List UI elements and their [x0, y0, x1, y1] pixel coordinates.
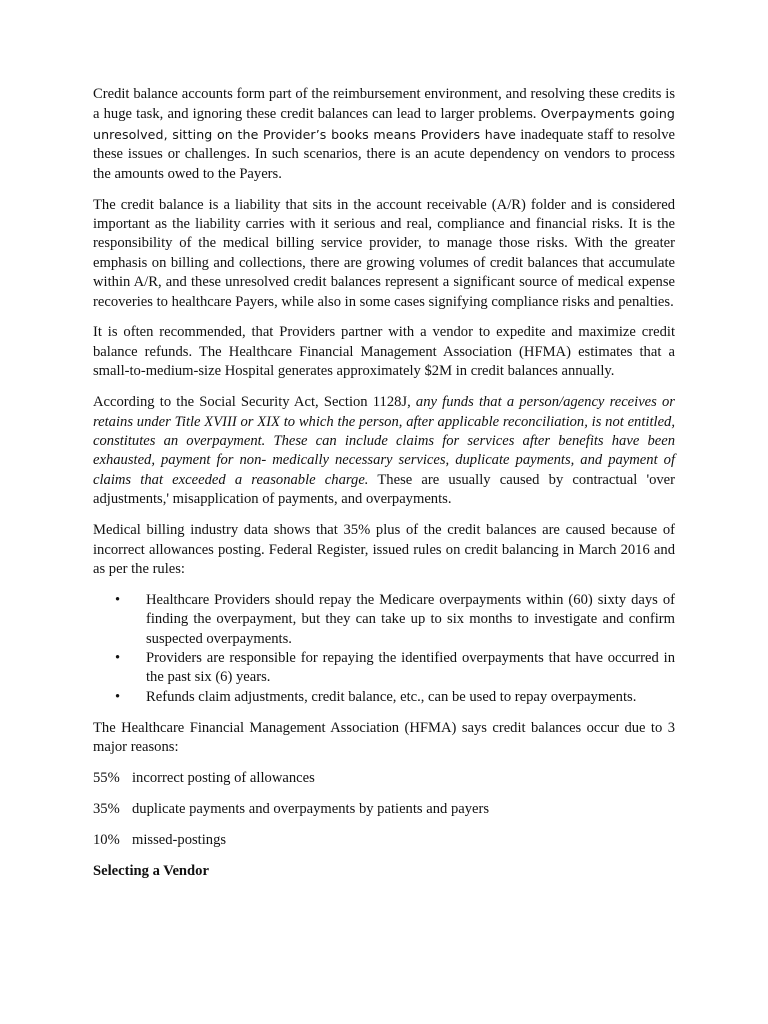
ssa-lead-text: According to the Social Security Act, Section 1128J,: [93, 394, 416, 411]
reason-row: [93, 831, 675, 850]
intro-text-part1: Credit balance accounts form part of the reimbursement environment, and resolving these credits is a huge task, and ignoring these credit balances can lead to larger problems.: [93, 86, 675, 123]
bullet-icon: •: [115, 650, 121, 667]
paragraph-vendor-partnership: It is often recommended, that Providers partner with a vendor to expedite and maximize credit balance refunds. The Healthcare Financial Management Association (HFMA) estimates that a small-to-medium-size Hospital generates approximately $2M in credit balances annually.: [93, 324, 675, 380]
ssa-quote-text: any funds that a person/agency receives or retains under Title XVIII or XIX to which the person, after applicable reconciliation, is not entitled, constitutes an overpayment. These can include claims for services after benefits have been exhausted, payment for non- medically necessary services, duplicate payments, and payment of claims that exceeded a reasonable charge.: [93, 394, 675, 488]
reason-label: incorrect posting of allowances: [132, 770, 315, 787]
bullet-icon: •: [115, 591, 121, 608]
reason-percent: 10%: [93, 831, 120, 848]
paragraph-liability: The credit balance is a liability that sits in the account receivable (A/R) folder and is considered important as the liability carries with it serious and real, compliance and financial risks. It is the responsibility of the medical billing service provider, to manage those risks. With the greater emphasis on billing and collections, there are growing volumes of credit balances that accumulate within A/R, and these unresolved credit balances represent a significant source of medical expense recoveries to healthcare Payers, while also in some cases signifying compliance risks and penalties.: [93, 196, 675, 310]
reason-label: missed-postings: [132, 831, 227, 848]
list-item: [93, 591, 675, 649]
paragraph-hfma-reasons: The Healthcare Financial Management Association (HFMA) says credit balances occur due to 3 major reasons:: [93, 719, 675, 756]
reason-percent: 35%: [93, 801, 120, 817]
intro-text-part2: Overpayments going unresolved, sitting on the Provider’s books means Providers have: [93, 106, 675, 142]
document-page: [93, 85, 675, 893]
list-item: [93, 688, 675, 707]
paragraph-credit-balance-intro: [93, 85, 675, 184]
paragraph-industry-data: Medical billing industry data shows that 35% plus of the credit balances are caused because of incorrect allowances posting. Federal Register, issued rules on credit balancing in March 2016 and as per the rules:: [93, 522, 675, 577]
ssa-tail-text: These are usually caused by contractual 'over adjustments,' misapplication of payments, and overpayments.: [93, 471, 676, 508]
rules-list: [93, 591, 675, 707]
reason-row: [93, 769, 675, 788]
reason-percent: 55%: [93, 770, 120, 787]
reason-row: [93, 800, 675, 819]
rule-text: Refunds claim adjustments, credit balance, etc., can be used to repay overpayments.: [146, 688, 637, 705]
reason-label: duplicate payments and overpayments by patients and payers: [132, 801, 490, 817]
list-item: [93, 649, 675, 688]
intro-text-part3: inadequate staff to resolve these issues or challenges. In such scenarios, there is an acute dependency on vendors to process the amounts owed to the Payers.: [93, 126, 675, 182]
bullet-icon: •: [115, 688, 121, 705]
rule-text: Healthcare Providers should repay the Medicare overpayments within (60) sixty days of finding the overpayment, but they can take up to six months to investigate and confirm suspected overpayments.: [146, 591, 675, 647]
paragraph-social-security-act: [93, 393, 675, 509]
rule-text: Providers are responsible for repaying the identified overpayments that have occurred in the past six (6) years.: [146, 650, 675, 686]
section-heading: Selecting a Vendor: [93, 862, 209, 879]
